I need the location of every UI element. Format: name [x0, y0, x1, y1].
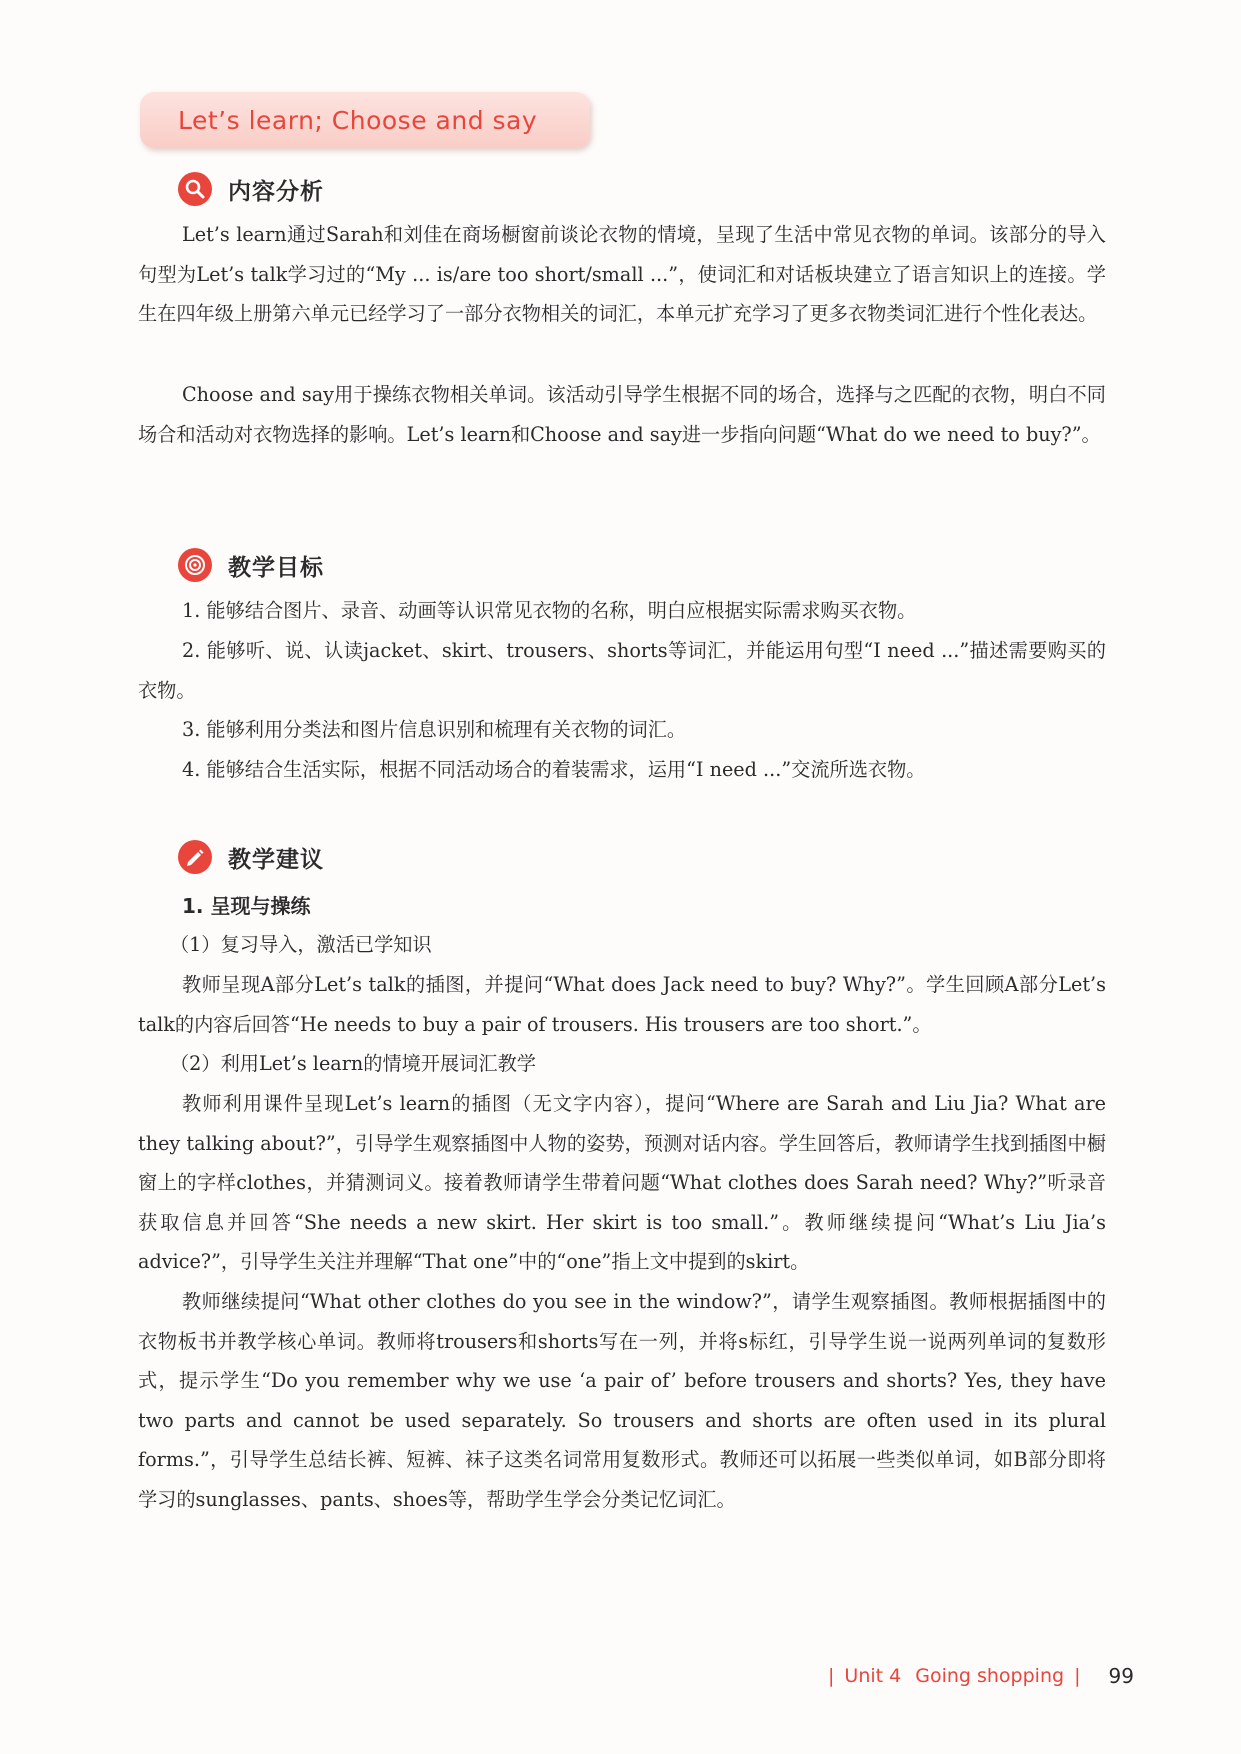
- goal-item: 2. 能够听、说、认读jacket、skirt、trousers、shorts等词汇，并能运用句型“I need ...”描述需要购买的衣物。: [138, 639, 1106, 702]
- section-banner: [140, 92, 590, 148]
- paragraph: 教师呈现A部分Let’s talk的插图，并提问“What does Jack need to buy? Why?”。学生回顾A部分Let’s talk的内容后回答“He needs to buy a pair of trousers. His trousers are too short.”。: [138, 973, 1106, 1036]
- subsection-heading: 1. 呈现与操练: [182, 894, 311, 918]
- step-heading: （2）利用Let’s learn的情境开展词汇教学: [170, 1052, 536, 1075]
- section-heading-content-analysis: [178, 172, 324, 206]
- footer-unit: Unit 4: [844, 1665, 902, 1687]
- divider: |: [1074, 1665, 1081, 1687]
- section-title: 内容分析: [228, 178, 324, 205]
- paragraph: Let’s learn通过Sarah和刘佳在商场橱窗前谈论衣物的情境，呈现了生活中常见衣物的单词。该部分的导入句型为Let’s talk学习过的“My ... is/are too short/small ...”，使词汇和对话板块建立了语言知识上的连接。学生在四年级上册第六单元已经学习了一部分衣物相关的词汇，本单元扩充学习了更多衣物类词汇进行个性化表达。: [138, 223, 1106, 325]
- section-title: 教学目标: [228, 554, 324, 581]
- footer-topic: Going shopping: [915, 1665, 1065, 1687]
- page-number: 99: [1108, 1664, 1134, 1688]
- section-title: 教学建议: [228, 846, 324, 873]
- pencil-icon: [178, 840, 212, 874]
- goal-item: 1. 能够结合图片、录音、动画等认识常见衣物的名称，明白应根据实际需求购买衣物。: [182, 599, 917, 622]
- goal-item: 4. 能够结合生活实际，根据不同活动场合的着装需求，运用“I need ...”交流所选衣物。: [182, 758, 926, 781]
- paragraph: Choose and say用于操练衣物相关单词。该活动引导学生根据不同的场合，选择与之匹配的衣物，明白不同场合和活动对衣物选择的影响。Let’s learn和Choose and say进一步指向问题“What do we need to buy?”。: [138, 383, 1106, 446]
- magnifier-icon: [178, 172, 212, 206]
- target-icon: [178, 548, 212, 582]
- step-heading: （1）复习导入，激活已学知识: [170, 933, 432, 956]
- paragraph: 教师继续提问“What other clothes do you see in the window?”，请学生观察插图。教师根据插图中的衣物板书并教学核心单词。教师将trousers和shorts写在一列，并将s标红，引导学生说一说两列单词的复数形式，提示学生“Do you remember why we use ‘a pair of’ before trousers and shorts? Yes, they have two parts and cannot be used separately. So trousers and shorts are often used in its plural forms.”，引导学生总结长裤、短裤、袜子这类名词常用复数形式。教师还可以拓展一些类似单词，如B部分即将学习的sunglasses、pants、shoes等，帮助学生学会分类记忆词汇。: [138, 1290, 1106, 1511]
- divider: |: [828, 1665, 835, 1687]
- paragraph: 教师利用课件呈现Let’s learn的插图（无文字内容），提问“Where are Sarah and Liu Jia? What are they talking about?”，引导学生观察插图中人物的姿势，预测对话内容。学生回答后，教师请学生找到插图中橱窗上的字样clothes，并猜测词义。接着教师请学生带着问题“What clothes does Sarah need? Why?”听录音获取信息并回答“She needs a new skirt. Her skirt is too small.”。教师继续提问“What’s Liu Jia’s advice?”，引导学生关注并理解“That one”中的“one”指上文中提到的skirt。: [138, 1092, 1106, 1273]
- banner-title: Let’s learn; Choose and say: [178, 105, 538, 135]
- section-heading-teaching-goals: [178, 548, 324, 582]
- goal-item: 3. 能够利用分类法和图片信息识别和梳理有关衣物的词汇。: [182, 718, 687, 741]
- page-footer: [818, 1664, 1134, 1688]
- section-heading-teaching-suggestions: [178, 840, 324, 874]
